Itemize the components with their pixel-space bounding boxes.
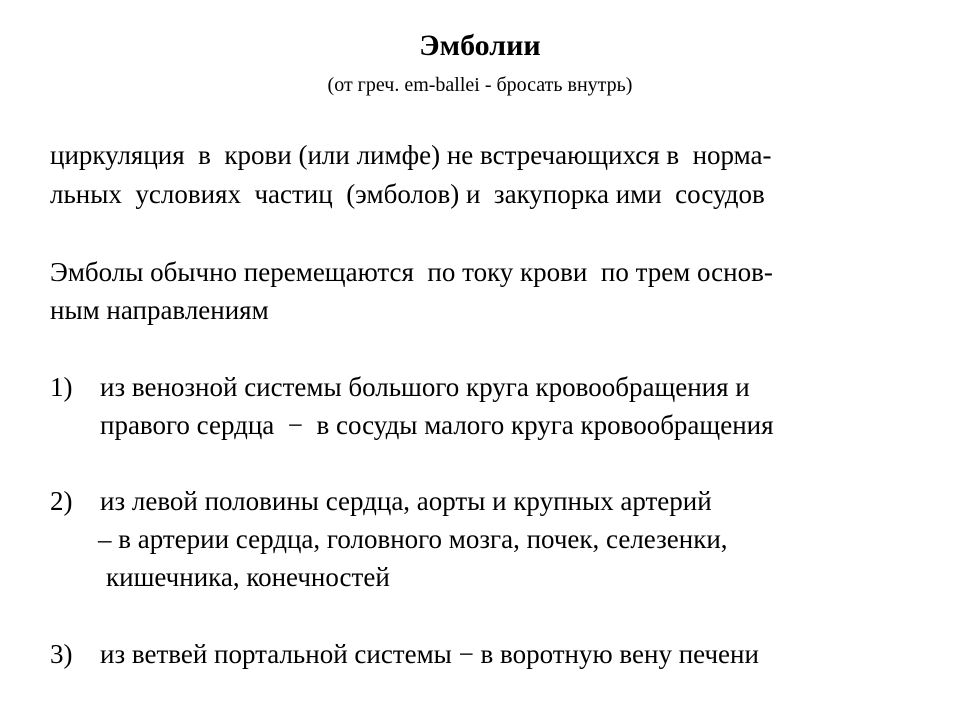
list-item-number-2: 2) bbox=[50, 486, 73, 516]
slide-subtitle: (от греч. em-ballei - бросать внутрь) bbox=[327, 74, 633, 96]
intro-line-2: ным направлениям bbox=[50, 295, 269, 325]
list-item-number-1: 1) bbox=[50, 372, 73, 402]
list-item-1-line-2: правого сердца − в сосуды малого круга кровообращения bbox=[100, 410, 774, 440]
slide-title: Эмболии bbox=[419, 29, 541, 62]
intro-line-1: Эмболы обычно перемещаются по току крови по трем основ- bbox=[50, 257, 773, 287]
list-item-number-3: 3) bbox=[50, 639, 73, 669]
definition-line-2: льных условиях частиц (эмболов) и закупорка ими сосудов bbox=[50, 179, 765, 209]
list-item-3-line-1: из ветвей портальной системы − в воротную вену печени bbox=[100, 639, 759, 669]
list-item-2-line-3: кишечника, конечностей bbox=[106, 562, 390, 592]
list-item-2-line-2: – в артерии сердца, головного мозга, почек, селезенки, bbox=[98, 524, 728, 554]
list-item-2-line-1: из левой половины сердца, аорты и крупных артерий bbox=[100, 486, 712, 516]
definition-line-1: циркуляция в крови (или лимфе) не встречающихся в норма- bbox=[50, 140, 772, 170]
list-item-1-line-1: из венозной системы большого круга кровообращения и bbox=[100, 372, 750, 402]
